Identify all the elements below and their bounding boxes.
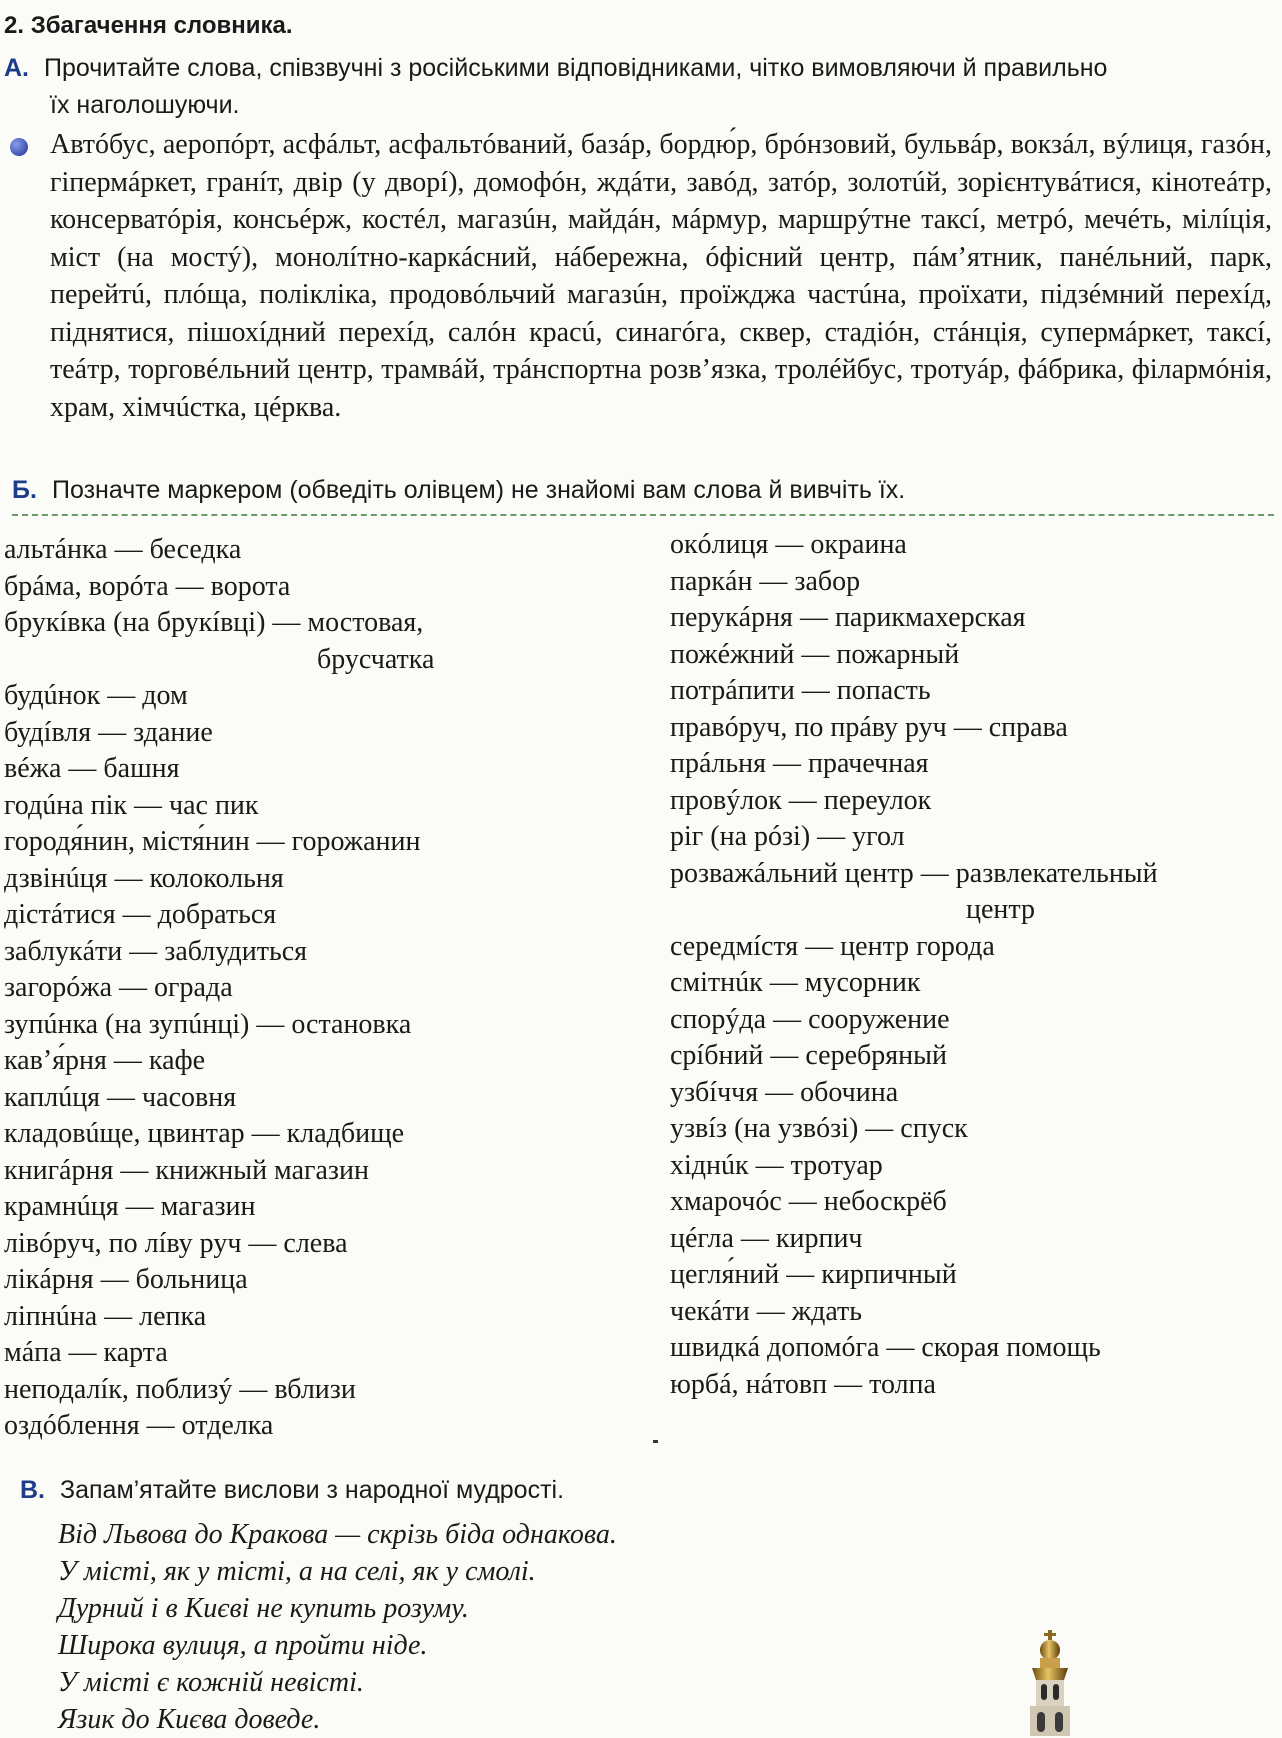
vocab-entry-text: дзвінúця — колокольня [4, 862, 284, 894]
vocab-entry [4, 532, 654, 569]
vocab-entry-text: дістáтися — добраться [4, 899, 277, 930]
vocab-entry [670, 1367, 1270, 1404]
vocab-entry [4, 788, 654, 825]
saying: Дурний і в Києві не купить розуму. [58, 1593, 469, 1624]
vocab-entry-text: узвíз (на узвóзі) — спуск [670, 1113, 968, 1144]
section-number: 2. [4, 12, 25, 39]
vocab-entry-text: будíвля — здание [4, 716, 213, 748]
vocab-entry [4, 824, 654, 861]
vocab-entry [670, 856, 1270, 929]
vocab-entry-text: заблукáти — заблудиться [4, 935, 308, 967]
vocab-entry [4, 934, 654, 971]
saying: Від Львова до Кракова — скрізь біда однакова. [58, 1519, 617, 1550]
vocab-entry-text: лівóруч, по лíву руч — слева [4, 1227, 348, 1259]
vocab-entry-text: швидкá допомóга — скорая помощь [670, 1332, 1101, 1363]
vocab-entry-text: хіднúк — тротуар [670, 1149, 883, 1181]
vocab-entry [670, 673, 1270, 710]
vocab-entry-text: ліпнúна — лепка [4, 1300, 207, 1332]
vocab-entry-text: провýлок — переулок [670, 784, 932, 816]
vocab-entry [670, 746, 1270, 783]
vocab-entry [670, 1221, 1270, 1258]
vocab-entry [4, 569, 654, 606]
task-a-line-2: їх наголошуючи. [50, 91, 240, 119]
vocab-entry-text: альтáнка — беседка [4, 534, 242, 565]
vocab-entry-text: потрáпити — попасть [670, 675, 931, 706]
vocab-entry [670, 710, 1270, 747]
vocab-entry [4, 1007, 654, 1044]
bullet-icon [10, 138, 28, 156]
vocab-entry [4, 1153, 654, 1190]
vocab-entry-text: правóруч, по прáву руч — справа [670, 711, 1068, 743]
vocab-entry [4, 1226, 654, 1263]
vocab-entry-text: годúна пік — час пик [4, 789, 259, 821]
vocab-entry-text: розважáльний центр — развлекательный [670, 857, 1158, 889]
vocab-entry [4, 1262, 654, 1299]
vocabulary-left-column [4, 532, 654, 1445]
vocab-entry-text: загорóжа — ограда [4, 972, 233, 1003]
vocab-entry [4, 861, 654, 898]
vocab-entry [4, 1189, 654, 1226]
vocab-entry [4, 1335, 654, 1372]
vocab-entry [4, 1080, 654, 1117]
vocab-entry-text: прáльня — прачечная [670, 748, 929, 779]
vocab-entry-text: крамнúця — магазин [4, 1191, 256, 1222]
vocab-entry [670, 1184, 1270, 1221]
vocab-entry [670, 783, 1270, 820]
vocab-entry-text: мáпа — карта [4, 1337, 168, 1368]
section-heading [4, 12, 293, 40]
vocab-entry [670, 929, 1270, 966]
vocab-entry-text: спорýда — сооружение [670, 1003, 950, 1035]
task-b-instruction [12, 476, 905, 505]
vocab-entry [4, 1372, 654, 1409]
task-c-instruction [20, 1476, 564, 1505]
vocab-entry-continuation: брусчатка [317, 643, 435, 675]
vocab-entry-text: цегля́ний — кирпичный [670, 1259, 957, 1290]
vocab-entry [4, 1043, 654, 1080]
vocab-entry-text: лікáрня — больница [4, 1264, 248, 1295]
vocab-entry-text: брукíвка (на брукíвці) — мостовая, [4, 607, 424, 638]
task-a-words: Автóбус, аеропóрт, асфáльт, асфальтóваний, базáр, бордю́р, брóнзовий, бульвáр, вокзáл, вýлиця, газóн, гіпермáркет, гранíт, двір (у дворí), домофóн, ждáти, завóд, затóр, золотúй, зорієнтувáтися, кінотеáтр, консерватóрія, консьéрж, костéл, магазúн, майдáн, мáрмур, маршрýтне таксí, метрó, мечéть, мілíція, міст (на мостý), монолíтно-каркáсний, нáбережна, óфісний центр, пáм’ятник, панéльний, парк, перейтú, плóща, полікліка, продовóльчий магазúн, проїжджа частúна, проїхати, підзéмний перехíд, піднятися, пішохíдний перехíд, салóн красú, синагóга, сквер, стадіóн, стáнція, супермáркет, таксí, теáтр, торговéльний центр, трамвáй, трáнспортна розв’язка, тролéйбус, тротуáр, фáбрика, філармóнія, храм, хімчúстка, цéрква. [50, 129, 1272, 423]
vocab-entry-text: пожéжний — пожарный [670, 638, 960, 670]
vocab-entry-text: кладовúще, цвинтар — кладбище [4, 1118, 405, 1149]
vocab-entry [670, 1075, 1270, 1112]
vocab-entry [670, 1002, 1270, 1039]
section-title: Збагачення словника. [30, 12, 293, 39]
vocab-entry [4, 1116, 654, 1153]
vocab-entry [670, 1148, 1270, 1185]
task-a-instruction [4, 50, 1274, 124]
vocab-entry [4, 715, 654, 752]
vocab-entry [670, 1257, 1270, 1294]
vocabulary-right-column [670, 527, 1270, 1403]
task-c-letter: В. [20, 1476, 45, 1504]
vocab-entry-text: середмíстя — центр города [670, 930, 995, 962]
task-a-letter: А. [4, 54, 29, 82]
vocab-entry [670, 600, 1270, 637]
vocab-entry-text: будúнок — дом [4, 680, 188, 711]
vocab-entry-text: перукáрня — парикмахерская [670, 602, 1026, 633]
vocab-entry-text: городя́нин, містя́нин — горожанин [4, 826, 421, 857]
task-a-word-list [10, 126, 1272, 426]
vocab-entry-text: ріг (на рóзі) — угол [670, 821, 905, 852]
vocab-entry [670, 527, 1270, 564]
vocab-entry-text: паркáн — забор [670, 565, 861, 597]
print-mark [653, 1440, 658, 1443]
task-a-line-1: Прочитайте слова, співзвучні з російськими відповідниками, чітко вимовляючи й правильно [44, 54, 1108, 82]
bell-tower-illustration [1010, 1630, 1090, 1736]
task-c-text: Запам’ятайте вислови з народної мудрості. [60, 1476, 565, 1504]
saying: Широка вулиця, а пройти ніде. [58, 1630, 428, 1661]
task-b-letter: Б. [12, 476, 37, 504]
vocab-entry [670, 564, 1270, 601]
vocab-entry-text: хмарочóс — небоскрёб [670, 1186, 947, 1217]
vocab-entry [670, 1038, 1270, 1075]
vocab-entry [4, 970, 654, 1007]
saying: Язик до Києва доведе. [58, 1704, 321, 1735]
vocab-entry-text: срíбний — серебряный [670, 1040, 947, 1071]
vocab-entry-text: цéгла — кирпич [670, 1222, 863, 1254]
vocab-entry [4, 605, 654, 678]
saying: У місті є кожній невісті. [58, 1667, 364, 1698]
vocab-entry-text: вéжа — башня [4, 753, 180, 784]
vocab-entry-text: юрбá, нáтовп — толпа [670, 1368, 936, 1400]
vocab-entry [670, 1111, 1270, 1148]
vocab-entry [670, 637, 1270, 674]
vocab-entry-text: брáма, ворóта — ворота [4, 570, 291, 602]
vocab-entry [4, 678, 654, 715]
task-b-text: Позначте маркером (обведіть олівцем) не знайомі вам слова й вивчіть їх. [52, 476, 906, 504]
vocab-entry [670, 965, 1270, 1002]
section-divider [12, 514, 1274, 516]
vocab-entry [670, 1294, 1270, 1331]
vocab-entry-text: неподалíк, поблизý — вблизи [4, 1373, 356, 1405]
vocab-entry-text: кав’я́рня — кафе [4, 1045, 206, 1076]
vocab-entry [4, 751, 654, 788]
vocab-entry [670, 1330, 1270, 1367]
vocab-entry-text: чекáти — ждать [670, 1295, 863, 1327]
vocab-entry-text: смітнúк — мусорник [670, 967, 921, 998]
vocab-entry [4, 1408, 654, 1445]
vocab-entry [4, 1299, 654, 1336]
sayings-list [58, 1516, 617, 1738]
vocab-entry-text: книгáрня — книжный магазин [4, 1154, 369, 1186]
saying: У місті, як у тісті, а на селі, як у смолі. [58, 1556, 536, 1587]
vocab-entry-text: окóлиця — окраина [670, 529, 907, 560]
vocab-entry-continuation: центр [966, 894, 1035, 925]
vocab-entry-text: оздóблення — отделка [4, 1410, 274, 1441]
vocab-entry-text: каплúця — часовня [4, 1081, 237, 1113]
vocab-entry [670, 819, 1270, 856]
vocab-entry-text: зупúнка (на зупúнці) — остановка [4, 1008, 412, 1040]
vocab-entry-text: узбíччя — обочина [670, 1076, 899, 1108]
vocab-entry [4, 897, 654, 934]
